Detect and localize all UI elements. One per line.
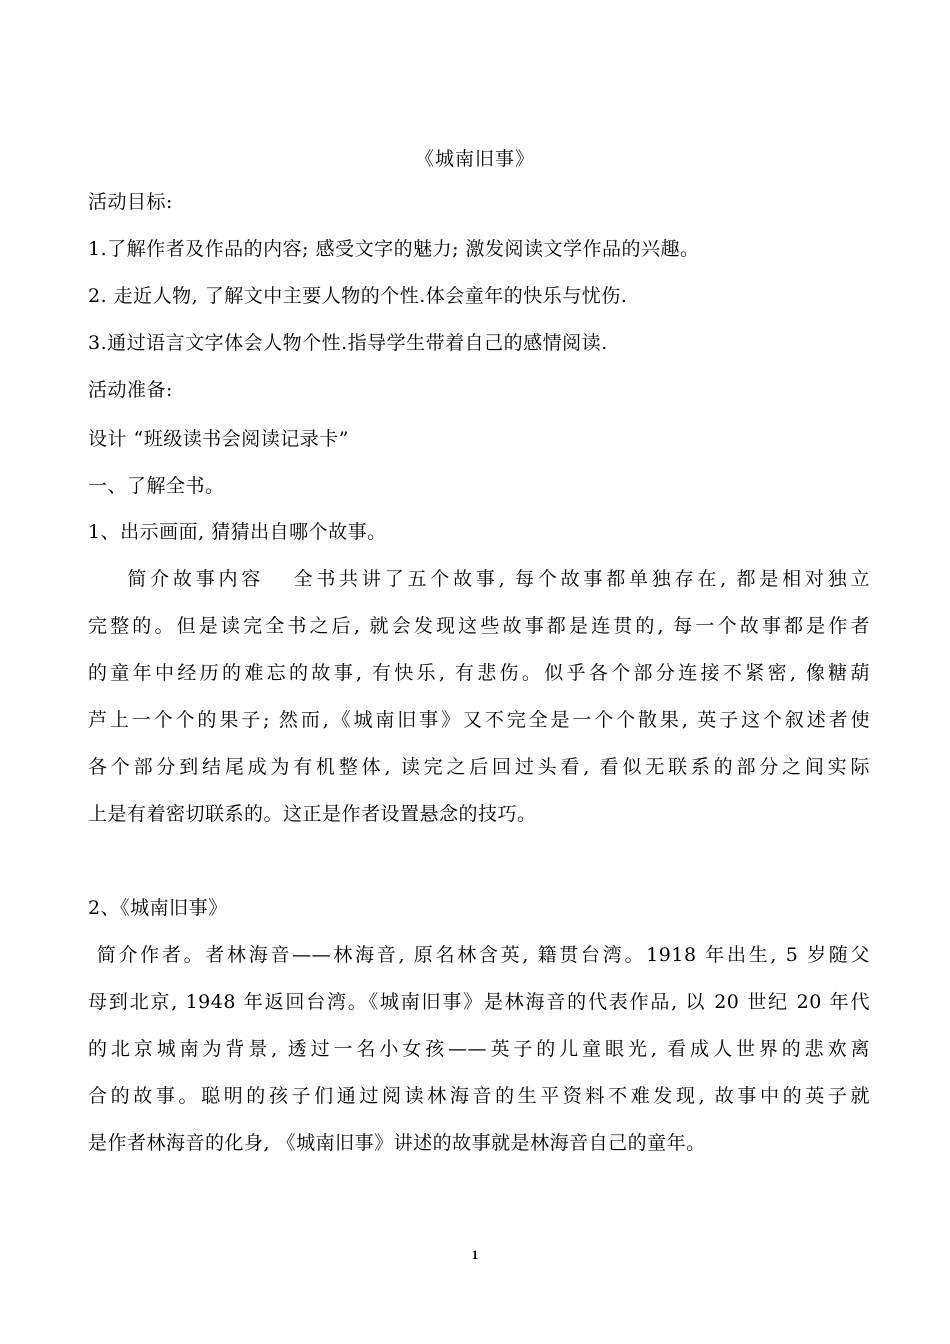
goal-item-1: 1.了解作者及作品的内容; 感受文字的魅力; 激发阅读文学作品的兴趣。 xyxy=(88,238,700,260)
goal-item-2: 2. 走近人物, 了解文中主要人物的个性.体会童年的快乐与忧伤. xyxy=(88,285,628,307)
paragraph-line: 是作者林海音的化身, 《城南旧事》讲述的故事就是林海音自己的童年。 xyxy=(88,1132,706,1154)
paragraph-line: 的童年中经历的难忘的故事, 有快乐, 有悲伤。似乎各个部分连接不紧密, 像糖葫 xyxy=(88,662,870,684)
paragraph-line: 各个部分到结尾成为有机整体, 读完之后回过头看, 看似无联系的部分之间实际 xyxy=(88,756,870,778)
step-heading-1: 1、出示画面, 猜猜出自哪个故事。 xyxy=(88,521,387,543)
heading-activity-goals: 活动目标: xyxy=(88,191,173,213)
goal-item-3: 3.通过语言文字体会人物个性.指导学生带着自己的感情阅读. xyxy=(88,332,608,354)
heading-activity-prep: 活动准备: xyxy=(88,379,173,401)
paragraph-line: 合的故事。聪明的孩子们通过阅读林海音的生平资料不难发现, 故事中的英子就 xyxy=(88,1085,870,1107)
paragraph-line: 简介故事内容 全书共讲了五个故事, 每个故事都单独存在, 都是相对独立 xyxy=(88,568,870,590)
step-heading-2: 2、《城南旧事》 xyxy=(88,897,228,919)
section-heading-1: 一、了解全书。 xyxy=(88,475,225,497)
paragraph-line: 简介作者。者林海音——林海音, 原名林含英, 籍贯台湾。1918 年出生, 5 岁随父 xyxy=(88,944,870,966)
paragraph-line: 上是有着密切联系的。这正是作者设置悬念的技巧。 xyxy=(88,803,537,825)
paragraph-line: 的北京城南为背景, 透过一名小女孩——英子的儿童眼光, 看成人世界的悲欢离 xyxy=(88,1038,870,1060)
prep-item: 设计 “班级读书会阅读记录卡” xyxy=(88,428,349,450)
paragraph-line: 完整的。但是读完全书之后, 就会发现这些故事都是连贯的, 每一个故事都是作者 xyxy=(88,615,870,637)
paragraph-line: 母到北京, 1948 年返回台湾。《城南旧事》是林海音的代表作品, 以 20 世纪 20 年代 xyxy=(88,991,870,1013)
document-title: 《城南旧事》 xyxy=(414,148,535,170)
paragraph-line: 芦上一个个的果子; 然而,《城南旧事》又不完全是一个个散果, 英子这个叙述者使 xyxy=(88,709,870,731)
page-number: 1 xyxy=(471,1247,479,1262)
